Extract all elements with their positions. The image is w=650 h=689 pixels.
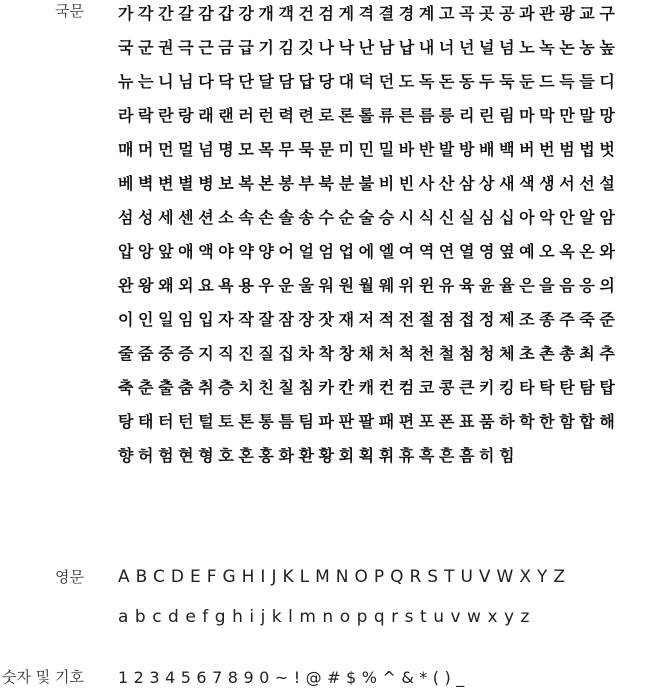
korean-row-7-text: 섬성세센션소속손솔송수순술승시식신실심십아악안알암 (118, 207, 620, 227)
korean-row-12 (118, 374, 650, 398)
korean-row-10-text: 이인일임입자작잘잠장잣재저적전절점접정제조종주죽준 (118, 309, 620, 329)
english-section-label: 영문 (55, 568, 84, 586)
numbers-symbols-row (118, 665, 650, 689)
korean-row-2-text: 국군권극근금급기김깃나낙난남납내너넌널넘노녹논농높 (118, 37, 620, 57)
latin-lowercase-row (118, 605, 650, 629)
numbers-symbols-text: 1234567890~!@#$%^&*()_ (118, 667, 470, 687)
korean-row-13 (118, 408, 650, 432)
latin-uppercase-text: ABCDEFGHIJKLMNOPQRSTUVWXYZ (118, 567, 572, 587)
korean-row-14-text: 향허험현형호혼홍화환황회획휘휴흑흔흠히힘 (118, 445, 520, 465)
korean-row-1 (118, 0, 650, 24)
korean-section-label: 국문 (55, 2, 84, 20)
korean-row-2 (118, 34, 650, 58)
korean-row-3-text: 뉴는니님다닥단달담답당대덕던도독돈동두둑둔드득들디 (118, 71, 620, 91)
latin-lowercase-text: abcdefghijklmnopqrstuvwxyz (118, 607, 536, 627)
korean-row-4 (118, 102, 650, 126)
korean-row-10 (118, 306, 650, 330)
symbols-section-label: 숫자 및 기호 (2, 668, 84, 686)
korean-row-5-text: 매머먼멀넘명모목무묵문미민밀바반발방배백버번범법벗 (118, 139, 620, 159)
korean-row-11 (118, 340, 650, 364)
korean-row-8 (118, 238, 650, 262)
korean-row-1-text: 가각간갈감갑강개객건검게격결경계고곡곳공과관광교구 (118, 3, 620, 23)
korean-row-7 (118, 204, 650, 228)
korean-row-8-text: 압앙앞애액야약양어얼엄업에엘여역연열영옆예오옥온와 (118, 241, 620, 261)
latin-uppercase-row (118, 565, 650, 589)
korean-row-3 (118, 68, 650, 92)
korean-row-14 (118, 442, 650, 466)
korean-row-9 (118, 272, 650, 296)
korean-row-9-text: 완왕왜외요욕용우운울워원월웨위윈유육윤율은을음응의 (118, 275, 620, 295)
korean-row-5 (118, 136, 650, 160)
korean-row-12-text: 축춘출춤취층치친칠침카칸캐컨컴코콩큰키킹타탁탄탐탑 (118, 377, 620, 397)
korean-row-13-text: 탕태터턴털토톤통틈팀파판팔패편포폰표품하학한함합해 (118, 411, 620, 431)
korean-row-4-text: 라락란랑래랜러런력련로론롤류른름릉리린림마막만말망 (118, 105, 620, 125)
korean-row-6 (118, 170, 650, 194)
korean-row-11-text: 줄줌중증지직진질집차착창채처척천철첨청체초촌총최추 (118, 343, 620, 363)
korean-row-6-text: 베벽변별병보복본봉부북분불비빈사산삼상새색생서선설 (118, 173, 620, 193)
